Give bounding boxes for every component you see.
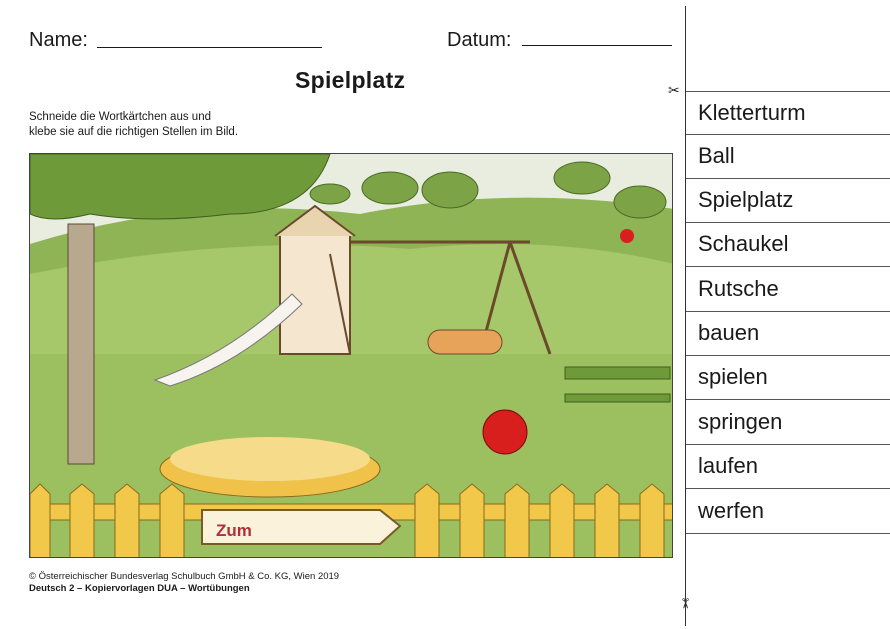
footer	[29, 571, 339, 595]
date-field[interactable]	[522, 45, 672, 46]
instruction-line-2: klebe sie auf die richtigen Stellen im Bild.	[29, 126, 239, 138]
word-card[interactable]: Rutsche	[686, 268, 890, 312]
sign-text: Zum	[216, 521, 252, 540]
instructions	[29, 110, 238, 140]
word-card[interactable]: Spielplatz	[686, 179, 890, 223]
name-label: Name:	[29, 29, 88, 51]
instruction-line-1: Schneide die Wortkärtchen aus und	[29, 111, 211, 123]
name-field[interactable]	[97, 47, 322, 48]
word-card[interactable]: laufen	[686, 445, 890, 489]
footer-series: Deutsch 2 – Kopiervorlagen DUA – Wortübungen	[29, 583, 250, 594]
scissors-icon: ✂	[668, 82, 680, 98]
playground-drawing	[30, 154, 673, 558]
word-card[interactable]: spielen	[686, 356, 890, 400]
scissors-icon: ✂	[677, 597, 694, 610]
word-card[interactable]: bauen	[686, 312, 890, 356]
page-title: Spielplatz	[295, 67, 406, 93]
playground-illustration	[29, 153, 673, 558]
word-card[interactable]: springen	[686, 401, 890, 445]
word-card[interactable]: Schaukel	[686, 223, 890, 267]
date-label: Datum:	[447, 29, 512, 51]
word-card[interactable]: Kletterturm	[686, 91, 890, 135]
word-card[interactable]: Ball	[686, 135, 890, 179]
footer-copyright: © Österreichischer Bundesverlag Schulbuch GmbH & Co. KG, Wien 2019	[29, 571, 340, 582]
word-card[interactable]: werfen	[686, 490, 890, 534]
